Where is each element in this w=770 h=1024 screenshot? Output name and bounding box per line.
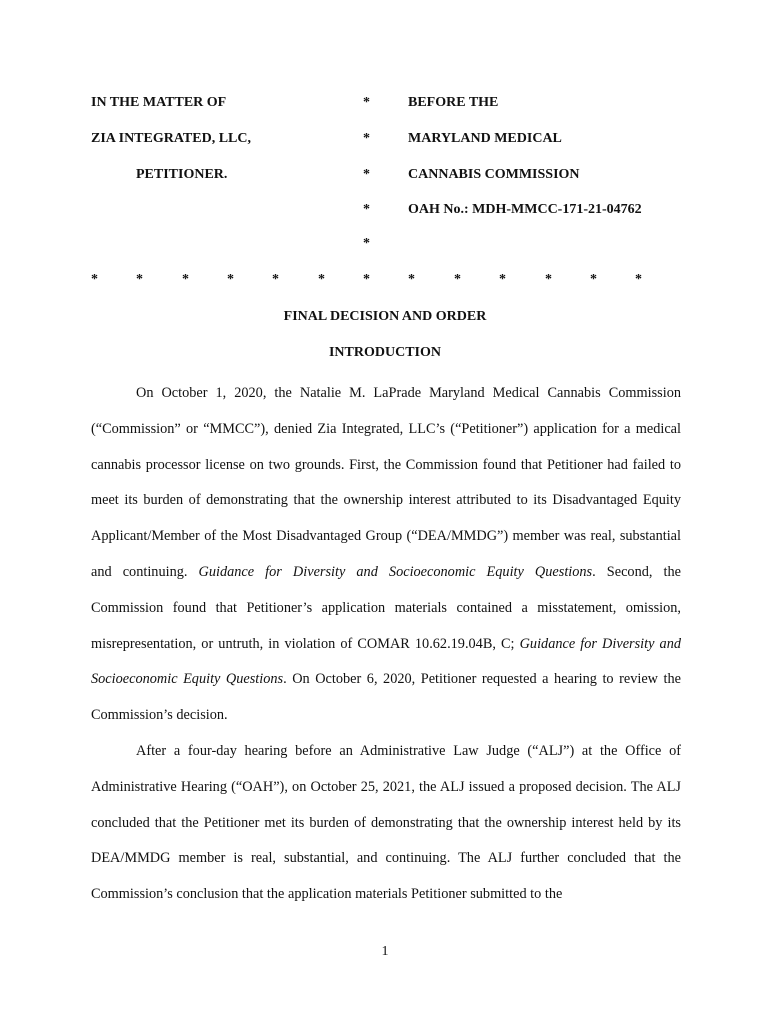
paragraph-1-part-e: . On October 6, 2020, Petitioner requested a hearing to review the Commission’s decision.: [91, 671, 681, 724]
paragraph-1-part-a: On October 1, 2020, the Natalie M. LaPrade Maryland Medical Cannabis Commission (“Commission” or “MMCC”), denied Zia Integrated, LLC’s (“Petitioner”) application for a medical cannabis processor license on two grounds. First, the Commission found that Petitioner had failed to meet its burden of demonstrating that the ownership interest attributed to its Disadvantaged Equity Applicant/Member of the Most Disadvantaged Group (“DEA/MMDG”) member was real, substantial and continuing.: [91, 385, 681, 580]
separator-star: *: [408, 272, 415, 287]
separator-stars: [0, 272, 770, 288]
caption-star-4: *: [363, 202, 370, 217]
caption-right-1: BEFORE THE: [408, 95, 499, 110]
caption-star-5: *: [363, 236, 370, 251]
body-text: [91, 376, 681, 913]
caption-right-3: CANNABIS COMMISSION: [408, 167, 580, 182]
separator-star: *: [272, 272, 279, 287]
separator-star: *: [545, 272, 552, 287]
paragraph-2: After a four-day hearing before an Administrative Law Judge (“ALJ”) at the Office of Administrative Hearing (“OAH”), on October 25, 2021, the ALJ issued a proposed decision. The ALJ concluded that the Petitioner met its burden of demonstrating that the ownership interest held by its DEA/MMDG member is real, substantial, and continuing. The ALJ further concluded that the Commission’s conclusion that the application materials Petitioner submitted to the: [91, 742, 681, 903]
separator-star: *: [454, 272, 461, 287]
separator-star: *: [499, 272, 506, 287]
separator-star: *: [318, 272, 325, 287]
paragraph-1: [91, 376, 681, 734]
caption-left-2: ZIA INTEGRATED, LLC,: [91, 131, 252, 146]
caption-star-3: *: [363, 167, 370, 182]
section-heading: INTRODUCTION: [328, 345, 441, 360]
separator-star: *: [635, 272, 642, 287]
caption-star-1: *: [363, 95, 370, 110]
paragraph-1-part-c: . Second, the Commission found that Petitioner’s application materials contained a misstatement, omission, misrepresentation, or untruth, in violation of COMAR 10.62.19.04B, C;: [91, 563, 681, 652]
page-number: 1: [381, 944, 389, 959]
separator-star: *: [590, 272, 597, 287]
document-title: FINAL DECISION AND ORDER: [283, 309, 487, 324]
caption-left-3: PETITIONER.: [136, 167, 228, 182]
separator-star: *: [182, 272, 189, 287]
paragraph-1-citation-2: Guidance for Diversity and Socioeconomic Equity Questions: [91, 635, 681, 688]
caption-right-2: MARYLAND MEDICAL: [408, 131, 562, 146]
caption-left-1: IN THE MATTER OF: [91, 95, 227, 110]
separator-star: *: [136, 272, 143, 287]
separator-star: *: [363, 272, 370, 287]
paragraph-1-citation-1: Guidance for Diversity and Socioeconomic Equity Questions: [198, 563, 593, 580]
separator-star: *: [227, 272, 234, 287]
caption-star-2: *: [363, 131, 370, 146]
separator-star: *: [91, 272, 98, 287]
caption-right-4: OAH No.: MDH-MMCC-171-21-04762: [408, 202, 642, 217]
